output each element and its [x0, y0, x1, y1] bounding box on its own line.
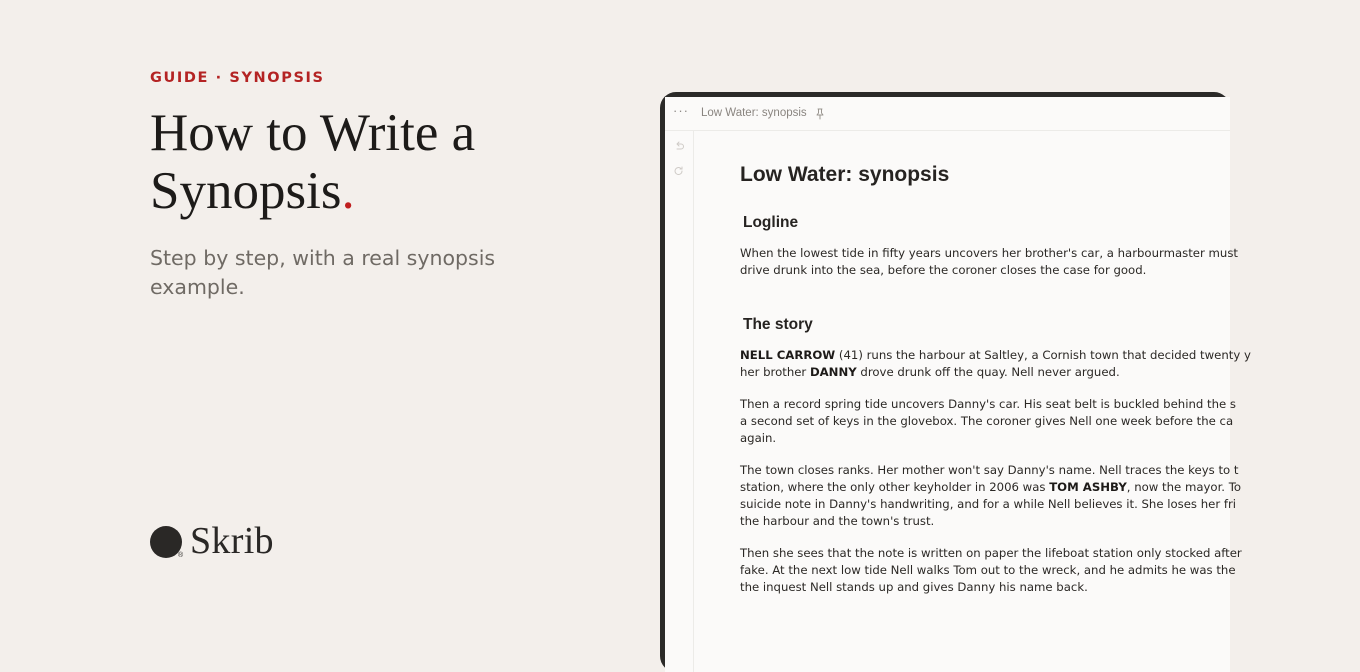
paragraph-story-4 — [740, 545, 1360, 596]
title-accent-dot: . — [341, 162, 355, 220]
page-title-text: How to Write a Synopsis — [150, 104, 476, 220]
document-body[interactable] — [740, 163, 1360, 611]
page-title — [150, 104, 590, 220]
editor-toolbar — [665, 97, 1230, 131]
text-line: a second set of keys in the glovebox. The coroner gives Nell one week before the ca — [740, 414, 1234, 428]
heading-logline: Logline — [743, 214, 799, 231]
text-line: suicide note in Danny's handwriting, and for a while Nell believes it. She loses her fri — [740, 497, 1236, 511]
pin-icon[interactable] — [815, 108, 825, 120]
more-horizontal-icon[interactable]: ··· — [673, 103, 689, 118]
text-line: the inquest Nell stands up and gives Danny his name back. — [740, 580, 1088, 594]
editor-screen — [665, 97, 1251, 672]
paragraph-story-1 — [740, 347, 1360, 381]
paragraph-story-3 — [740, 462, 1360, 530]
text-line: The town closes ranks. Her mother won't say Danny's name. Nell traces the keys to t — [740, 463, 1239, 477]
text-line: Then a record spring tide uncovers Danny's car. His seat belt is buckled behind the s — [740, 397, 1236, 411]
heading-the-story: The story — [743, 316, 813, 333]
text-line: the harbour and the town's trust. — [740, 514, 935, 528]
character-name: DANNY — [809, 365, 857, 379]
registered-mark: ® — [178, 552, 184, 559]
text-line: again. — [740, 431, 777, 445]
tablet-frame — [660, 92, 1251, 672]
undo-icon[interactable] — [673, 141, 685, 153]
text-run: (41) runs the harbour at Saltley, a Cornish town that decided twenty y — [835, 348, 1251, 362]
text-run: , now the mayor. To — [1126, 480, 1242, 494]
redo-icon[interactable] — [673, 165, 685, 177]
text-run: station, where the only other keyholder in 2006 was — [740, 480, 1050, 494]
text-line: When the lowest tide in fifty years uncovers her brother's car, a harbourmaster must — [740, 246, 1238, 260]
text-line: drive drunk into the sea, before the coroner closes the case for good. — [740, 263, 1147, 277]
eyebrow-label: GUIDE · SYNOPSIS — [150, 70, 325, 86]
brand-name: Skrib — [190, 520, 274, 562]
character-name: TOM ASHBY — [1049, 480, 1127, 494]
text-line: Then she sees that the note is written on paper the lifeboat station only stocked after — [740, 546, 1242, 560]
text-run: her brother — [740, 365, 810, 379]
text-run: drove drunk off the quay. Nell never argued. — [856, 365, 1120, 379]
character-name: NELL CARROW — [740, 348, 836, 362]
editor-side-rail — [665, 131, 694, 672]
paragraph-logline — [740, 245, 1360, 279]
document-tab-title[interactable]: Low Water: synopsis — [701, 107, 807, 119]
paragraph-story-2 — [740, 396, 1360, 447]
document-title: Low Water: synopsis — [740, 163, 950, 186]
page-subtitle: Step by step, with a real synopsis example. — [150, 246, 496, 299]
text-line: fake. At the next low tide Nell walks Tom out to the wreck, and he admits he was the — [740, 563, 1236, 577]
